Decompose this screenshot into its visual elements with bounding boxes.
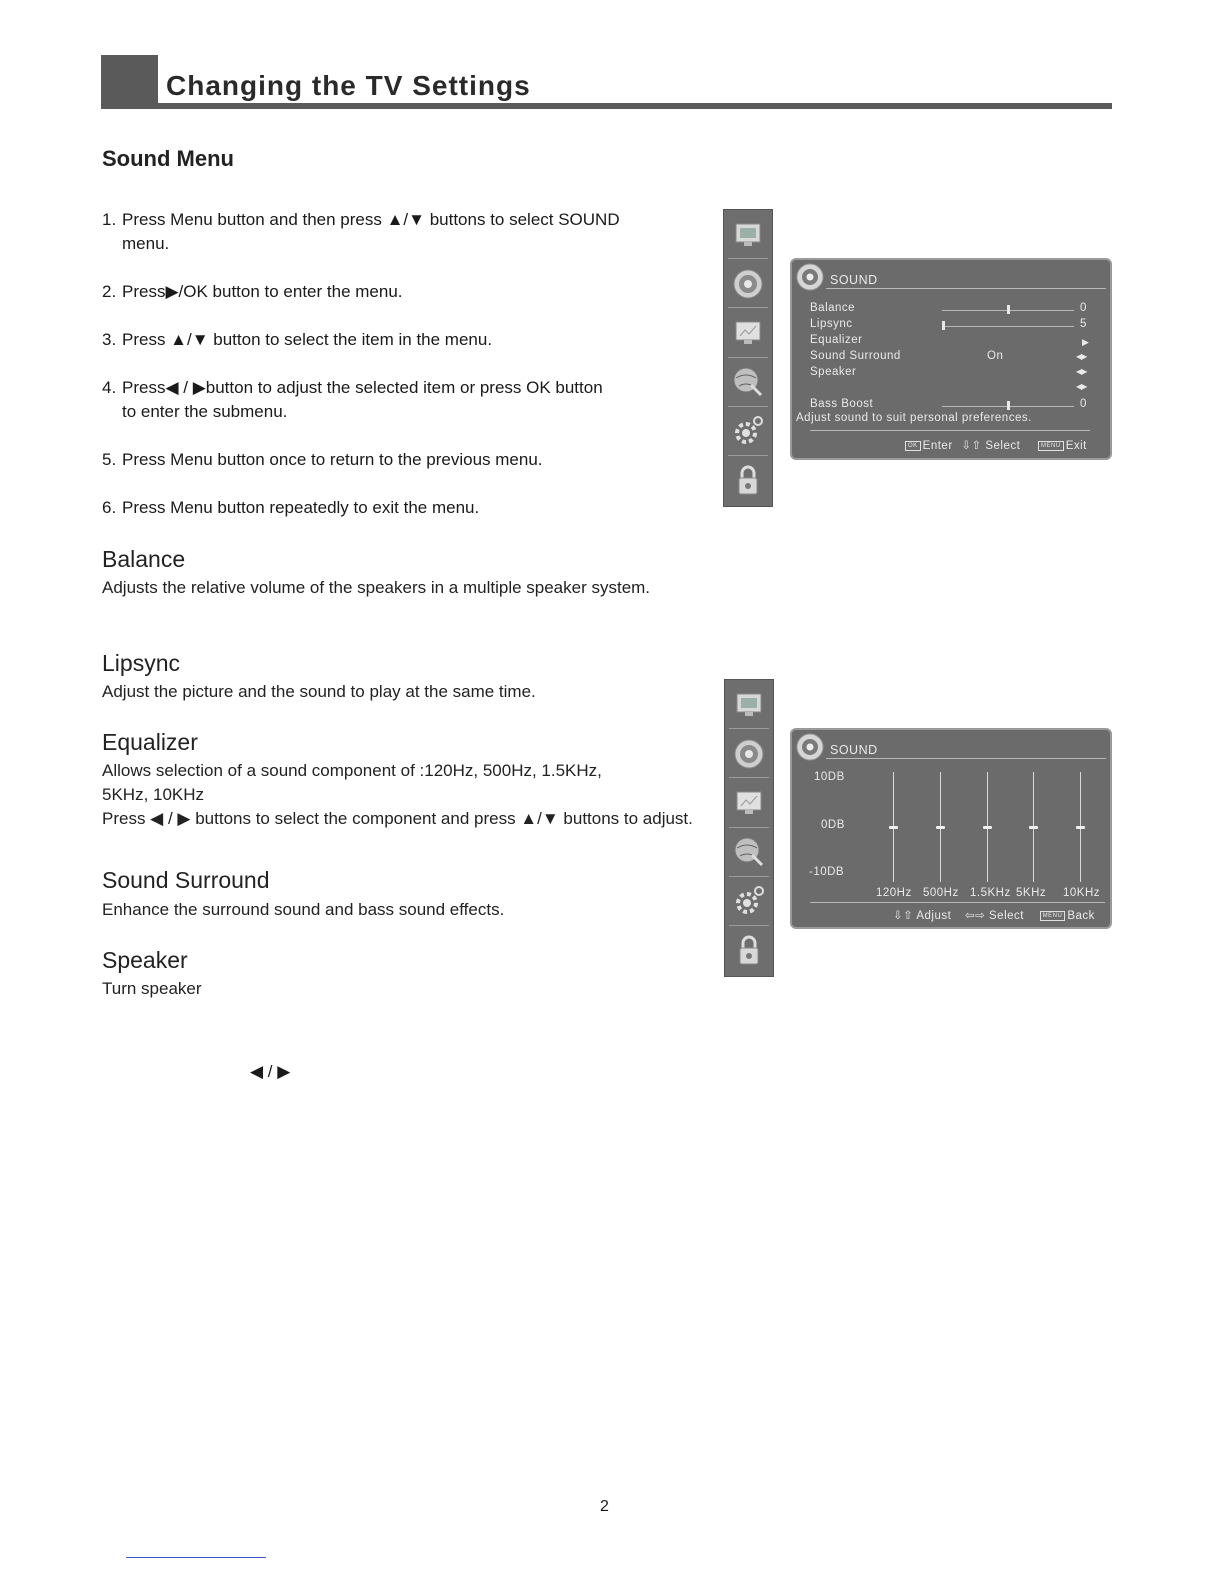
osd-arrow: ▶ — [1082, 337, 1090, 347]
step-number: 4. — [102, 378, 117, 397]
picture-icon[interactable] — [732, 688, 766, 722]
lipsync-heading: Lipsync — [102, 650, 180, 676]
osd-footer — [905, 438, 1087, 452]
step-number: 5. — [102, 450, 117, 469]
osd-title: SOUND — [830, 273, 878, 287]
step-1 — [102, 208, 702, 256]
osd-value: 0 — [1080, 302, 1087, 314]
setup-icon[interactable] — [731, 414, 765, 448]
time-icon[interactable] — [732, 786, 766, 820]
setup-icon[interactable] — [732, 884, 766, 918]
page-number: 2 — [600, 1498, 609, 1515]
osd-value: On — [987, 350, 1004, 362]
footer-back: Back — [1067, 910, 1095, 922]
equalizer-description — [102, 759, 742, 831]
osd-title: SOUND — [830, 743, 878, 757]
side-menu-icons-2 — [724, 679, 774, 977]
osd-item-speaker[interactable]: Speaker — [810, 366, 857, 378]
step-5 — [102, 448, 702, 472]
osd-equalizer-menu — [790, 728, 1112, 929]
step-number: 6. — [102, 498, 117, 517]
lipsync-description: Adjust the picture and the sound to play at the same time. — [102, 682, 536, 701]
footer-link-line — [126, 1557, 266, 1558]
eq-band-label: 120Hz — [876, 887, 912, 899]
osd-footer — [893, 908, 1095, 922]
speaker-arrows: ◀ / ▶ — [250, 1062, 291, 1081]
equalizer-line-3: Press ◀ / ▶ buttons to select the component and press ▲/▼ buttons to adjust. — [102, 809, 693, 828]
section-title: Sound Menu — [102, 146, 234, 171]
osd-item-sound-surround[interactable]: Sound Surround — [810, 350, 901, 362]
speaker-heading: Speaker — [102, 947, 188, 973]
step-text-cont: menu. — [122, 234, 170, 253]
osd-arrow: ◀▶ — [1076, 382, 1087, 391]
eq-band-knob[interactable] — [936, 826, 945, 829]
eq-band-knob[interactable] — [983, 826, 992, 829]
footer-enter: Enter — [922, 440, 953, 452]
sound-icon[interactable] — [732, 737, 766, 771]
sound-icon[interactable] — [731, 267, 765, 301]
footer-select: Select — [989, 910, 1024, 922]
step-text: Press▶/OK button to enter the menu. — [122, 282, 403, 301]
db-label-bottom: -10DB — [809, 866, 845, 878]
eq-band-knob[interactable] — [1029, 826, 1038, 829]
step-text: Press Menu button and then press ▲/▼ buttons to select SOUND — [122, 210, 620, 229]
lock-icon[interactable] — [731, 464, 765, 498]
picture-icon[interactable] — [731, 218, 765, 252]
eq-band-knob[interactable] — [889, 826, 898, 829]
osd-arrow: ◀▶ — [1076, 367, 1087, 376]
footer-select: Select — [985, 440, 1021, 452]
menu-key-icon: MENU — [1040, 911, 1066, 921]
sound-surround-description: Enhance the surround sound and bass sound effects. — [102, 900, 505, 919]
eq-band-knob[interactable] — [1076, 826, 1085, 829]
equalizer-line-2: 5KHz, 10KHz — [102, 785, 205, 804]
step-number: 2. — [102, 282, 117, 301]
equalizer-line-1: Allows selection of a sound component of :120Hz, 500Hz, 1.5KHz, — [102, 761, 602, 780]
db-label-mid: 0DB — [821, 819, 845, 831]
footer-adjust: Adjust — [916, 910, 952, 922]
step-6 — [102, 496, 702, 520]
step-number: 3. — [102, 330, 117, 349]
eq-band-label: 500Hz — [923, 887, 959, 899]
balance-description: Adjusts the relative volume of the speakers in a multiple speaker system. — [102, 578, 651, 597]
osd-item-balance[interactable]: Balance — [810, 302, 856, 314]
eq-band-label: 5KHz — [1016, 887, 1047, 899]
osd-item-lipsync[interactable]: Lipsync — [810, 318, 853, 330]
step-text: Press ▲/▼ button to select the item in the menu. — [122, 330, 493, 349]
balance-heading: Balance — [102, 546, 186, 572]
step-3 — [102, 328, 702, 352]
ok-key-icon: OK — [905, 441, 921, 451]
footer-exit: Exit — [1065, 440, 1087, 452]
page-title: Changing the TV Settings — [166, 70, 531, 101]
time-icon[interactable] — [731, 316, 765, 350]
step-4 — [102, 376, 702, 424]
db-label-top: 10DB — [814, 771, 845, 783]
header-block — [101, 55, 158, 108]
step-text: Press Menu button repeatedly to exit the menu. — [122, 498, 480, 517]
osd-sound-icon — [795, 732, 825, 762]
step-number: 1. — [102, 210, 117, 229]
step-text: Press Menu button once to return to the previous menu. — [122, 450, 543, 469]
step-2 — [102, 280, 702, 304]
osd-item-bass-boost[interactable]: Bass Boost — [810, 398, 874, 410]
eq-band-label: 1.5KHz — [970, 887, 1011, 899]
menu-key-icon: MENU — [1038, 441, 1064, 451]
side-menu-icons-1 — [723, 209, 773, 507]
osd-hint: Adjust sound to suit personal preferences. — [796, 412, 1032, 424]
osd-sound-icon — [795, 262, 825, 292]
updown-arrows-icon: ⇩⇧ — [893, 910, 914, 922]
step-text-cont: to enter the submenu. — [122, 402, 288, 421]
osd-item-equalizer[interactable]: Equalizer — [810, 334, 863, 346]
equalizer-heading: Equalizer — [102, 729, 198, 755]
leftright-arrows-icon: ⇦⇨ — [965, 910, 986, 922]
osd-arrow: ◀▶ — [1076, 352, 1087, 361]
osd-value: 0 — [1080, 398, 1087, 410]
eq-band-label: 10KHz — [1063, 887, 1101, 899]
osd-sound-menu — [790, 258, 1112, 460]
updown-arrows-icon: ⇩⇧ — [961, 440, 982, 452]
globe-icon[interactable] — [732, 835, 766, 869]
lock-icon[interactable] — [732, 934, 766, 968]
speaker-description: Turn speaker — [102, 979, 202, 998]
step-text: Press◀ / ▶button to adjust the selected item or press OK button — [122, 378, 603, 397]
globe-icon[interactable] — [731, 365, 765, 399]
sound-surround-heading: Sound Surround — [102, 867, 270, 893]
osd-value: 5 — [1080, 318, 1087, 330]
header-rule — [101, 103, 1112, 109]
